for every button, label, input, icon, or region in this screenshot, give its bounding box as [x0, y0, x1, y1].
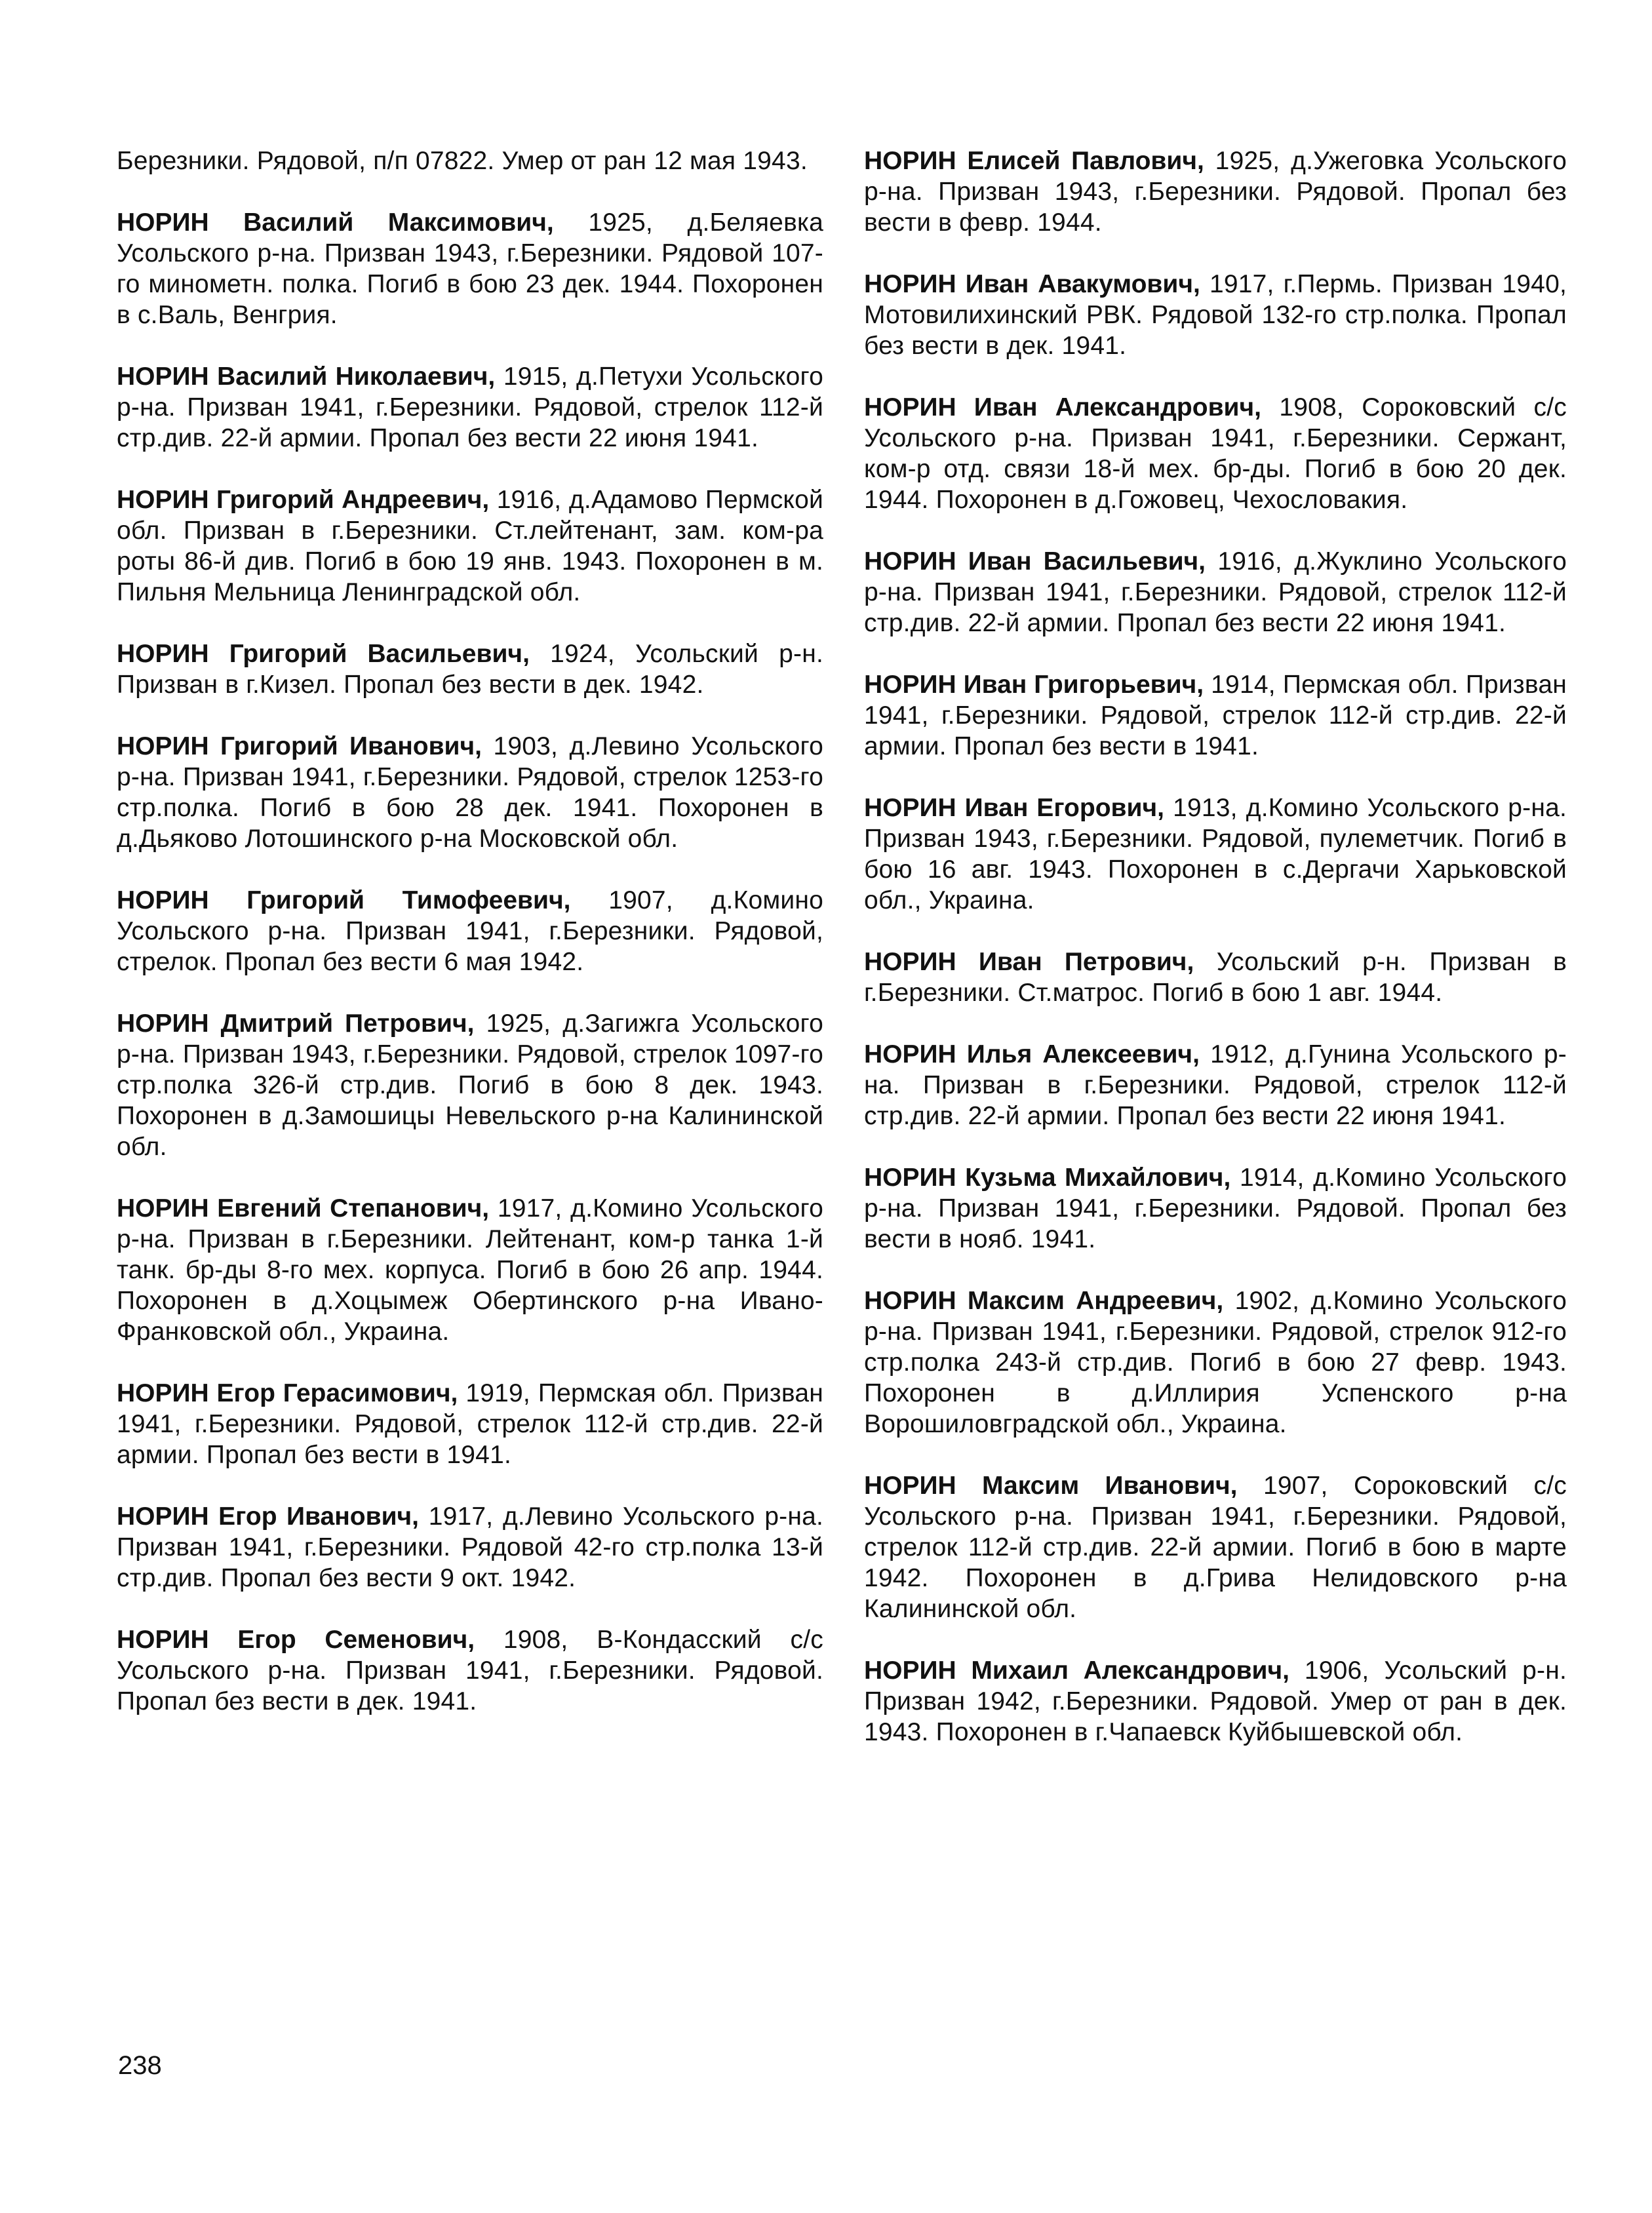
entry-text: 1917, д.Левино Усольского р-на. Призван 1941, г.Березники. Рядовой 42-го стр.полка 13-й стр.див. Пропал без вести 9 окт. 1942.: [117, 1502, 823, 1592]
entry: [864, 793, 1567, 916]
entry-text: 1917, д.Комино Усольского р-на. Призван в г.Березники. Лейтенант, ком-р танка 1-й танк. бр-ды 8-го мех. корпуса. Погиб в бою 26 апр. 1944. Похоронен в д.Хоцымеж Обертинского р-на Ивано-Франковской обл., Украина.: [117, 1194, 823, 1346]
entry-text: 1913, д.Комино Усольского р-на. Призван 1943, г.Березники. Рядовой, пулеметчик. Погиб в бою 16 авг. 1943. Похоронен в с.Дергачи Харьковской обл., Украина.: [864, 794, 1567, 914]
entry-text: 1925, д.Загижга Усольского р-на. Призван 1943, г.Березники. Рядовой, стрелок 1097-го стр.полка 326-й стр.див. Погиб в бою 8 дек. 1943. Похоронен в д.Замошицы Невельского р-на Калининской обл.: [117, 1009, 823, 1161]
entry-name: НОРИН Григорий Васильевич,: [117, 640, 530, 668]
entry-text: 1908, Сороковский с/с Усольского р-на. Призван 1941, г.Березники. Сержант, ком-р отд. связи 18-й мех. бр-ды. Погиб в бою 20 дек. 1944. Похоронен в д.Гожовец, Чехословакия.: [864, 393, 1567, 514]
entry-name: НОРИН Егор Семенович,: [117, 1626, 475, 1654]
right-column: [864, 146, 1567, 1778]
continued-entry-text: Березники. Рядовой, п/п 07822. Умер от ран 12 мая 1943.: [117, 147, 808, 175]
entry-name: НОРИН Дмитрий Петрович,: [117, 1009, 475, 1038]
entry-text: 1924, Усольский р-н. Призван в г.Кизел. Пропал без вести в дек. 1942.: [117, 640, 824, 699]
entry-name: НОРИН Егор Иванович,: [117, 1502, 420, 1531]
entry-name: НОРИН Кузьма Михайлович,: [864, 1164, 1231, 1192]
entry: [864, 1039, 1567, 1131]
entry-text: 1915, д.Петухи Усольского р-на. Призван 1941, г.Березники. Рядовой, стрелок 112-й стр.див. 22-й армии. Пропал без вести 22 июня 1941.: [117, 362, 824, 452]
entry: [117, 731, 823, 854]
entry-text: 1914, Пермская обл. Призван 1941, г.Березники. Рядовой, стрелок 112-й стр.див. 22-й армии. Пропал без вести в 1941.: [864, 671, 1567, 760]
entry: [864, 146, 1567, 238]
entry: [117, 361, 823, 454]
entry: [117, 207, 823, 330]
entry: [864, 1285, 1567, 1439]
entry-text: 1916, д.Адамово Пермской обл. Призван в г.Березники. Ст.лейтенант, зам. ком-ра роты 86-й див. Погиб в бою 19 янв. 1943. Похоронен в м. Пильня Мельница Ленинградской обл.: [117, 486, 824, 606]
entry-text: Усольский р-н. Призван в г.Березники. Ст.матрос. Погиб в бою 1 авг. 1944.: [864, 948, 1567, 1007]
entry-name: НОРИН Григорий Тимофеевич,: [117, 886, 571, 914]
entry: [117, 638, 823, 700]
entry-text: 1925, д.Ужеговка Усольского р-на. Призван 1943, г.Березники. Рядовой. Пропал без вести в февр. 1944.: [864, 147, 1567, 237]
entry-name: НОРИН Григорий Иванович,: [117, 732, 482, 760]
entry-name: НОРИН Василий Николаевич,: [117, 362, 496, 391]
entry-name: НОРИН Иван Григорьевич,: [864, 671, 1204, 699]
entry-name: НОРИН Иван Егорович,: [864, 794, 1164, 822]
entry-text: 1903, д.Левино Усольского р-на. Призван 1941, г.Березники. Рядовой, стрелок 1253-го стр.полка. Погиб в бою 28 дек. 1941. Похоронен в д.Дьяково Лотошинского р-на Московской обл.: [117, 732, 823, 853]
entry: [117, 1193, 823, 1347]
entry-text: 1908, В-Кондасский с/с Усольского р-на. Призван 1941, г.Березники. Рядовой. Пропал без вести в дек. 1941.: [117, 1626, 823, 1715]
entry-name: НОРИН Евгений Степанович,: [117, 1194, 490, 1223]
entry: [864, 546, 1567, 638]
entry: [864, 1470, 1567, 1624]
entry-text: 1907, Сороковский с/с Усольского р-на. Призван 1941, г.Березники. Рядовой, стрелок 112-й стр.див. 22-й армии. Погиб в бою в марте 1942. Похоронен в д.Грива Нелидовского р-на Калининской обл.: [864, 1472, 1567, 1623]
entry: [864, 1655, 1567, 1748]
entry-name: НОРИН Михаил Александрович,: [864, 1656, 1289, 1685]
entry: [117, 1624, 823, 1717]
entry-text: 1907, д.Комино Усольского р-на. Призван 1941, г.Березники. Рядовой, стрелок. Пропал без вести 6 мая 1942.: [117, 886, 824, 976]
entry-text: 1912, д.Гунина Усольского р-на. Призван в г.Березники. Рядовой, стрелок 112-й стр.див. 22-й армии. Пропал без вести 22 июня 1941.: [864, 1040, 1567, 1130]
entry-text: 1914, д.Комино Усольского р-на. Призван 1941, г.Березники. Рядовой. Пропал без вести в нояб. 1941.: [864, 1164, 1567, 1253]
entry: [864, 1162, 1567, 1255]
entry: [117, 885, 823, 977]
entry-name: НОРИН Иван Петрович,: [864, 948, 1194, 976]
entry-name: НОРИН Василий Максимович,: [117, 208, 554, 237]
entry-text: 1917, г.Пермь. Призван 1940, Мотовилихинский РВК. Рядовой 132-го стр.полка. Пропал без вести в дек. 1941.: [864, 270, 1567, 360]
entry-text: 1919, Пермская обл. Призван 1941, г.Березники. Рядовой, стрелок 112-й стр.див. 22-й армии. Пропал без вести в 1941.: [117, 1379, 823, 1469]
entry: [117, 1378, 823, 1470]
entry-name: НОРИН Григорий Андреевич,: [117, 486, 490, 514]
entry: [117, 1501, 823, 1594]
entry-name: НОРИН Иван Александрович,: [864, 393, 1262, 421]
entry: [117, 1008, 823, 1162]
entry-name: НОРИН Илья Алексеевич,: [864, 1040, 1200, 1068]
entry-text: 1925, д.Беляевка Усольского р-на. Призван 1943, г.Березники. Рядовой 107-го минометн. полка. Погиб в бою 23 дек. 1944. Похоронен в с.Валь, Венгрия.: [117, 208, 823, 329]
entry-name: НОРИН Максим Иванович,: [864, 1472, 1238, 1500]
entry-name: НОРИН Елисей Павлович,: [864, 147, 1204, 175]
entry: [117, 484, 823, 608]
entry-text: 1902, д.Комино Усольского р-на. Призван 1941, г.Березники. Рядовой, стрелок 912-го стр.полка 243-й стр.див. Погиб в бою 27 февр. 1943. Похоронен в д.Иллирия Успенского р-на Ворошиловградской обл., Украина.: [864, 1287, 1567, 1438]
entry: [864, 269, 1567, 361]
entry-name: НОРИН Иван Авакумович,: [864, 270, 1200, 298]
entry: [864, 669, 1567, 762]
entry-name: НОРИН Егор Герасимович,: [117, 1379, 458, 1407]
entry-text: 1916, д.Жуклино Усольского р-на. Призван 1941, г.Березники. Рядовой, стрелок 112-й стр.див. 22-й армии. Пропал без вести 22 июня 1941.: [864, 547, 1567, 637]
entry-name: НОРИН Иван Васильевич,: [864, 547, 1206, 576]
page-number: 238: [118, 2051, 162, 2080]
left-column: [117, 146, 823, 1748]
entry-name: НОРИН Максим Андреевич,: [864, 1287, 1224, 1315]
entry: [864, 947, 1567, 1008]
entry: [864, 392, 1567, 515]
entry-text: 1906, Усольский р-н. Призван 1942, г.Березники. Рядовой. Умер от ран в дек. 1943. Похоронен в г.Чапаевск Куйбышевской обл.: [864, 1656, 1567, 1746]
